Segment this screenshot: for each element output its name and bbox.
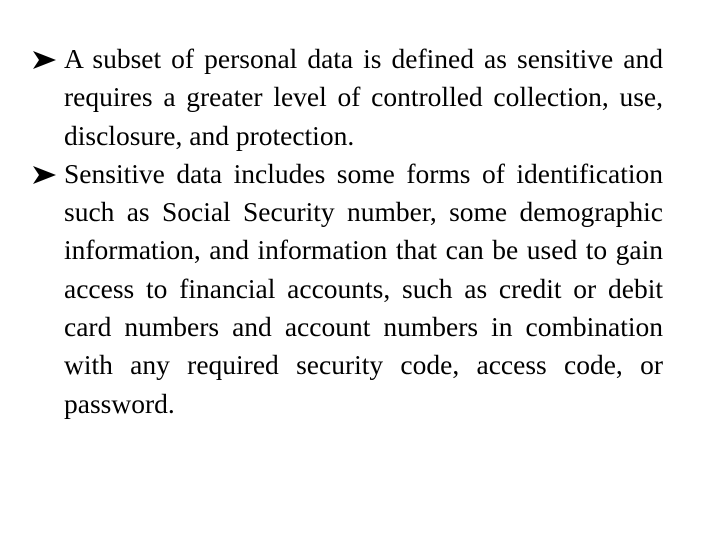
arrowhead-bullet-icon — [33, 166, 57, 184]
arrowhead-bullet-icon — [33, 51, 57, 69]
bullet-text: A subset of personal data is defined as sensitive and requires a greater level of controlled collection, use, disclosure, and protection. — [64, 43, 663, 151]
bullet-item-sensitive-data-definition — [33, 40, 663, 155]
bullet-text: Sensitive data includes some forms of identification such as Social Security number, some demographic information, and information that can be used to gain access to financial accounts, such as credit or debit card numbers and account numbers in combination with any required security code, access code, or password. — [64, 157, 663, 419]
bullet-item-sensitive-data-examples — [33, 155, 663, 423]
bullet-list — [33, 40, 663, 423]
